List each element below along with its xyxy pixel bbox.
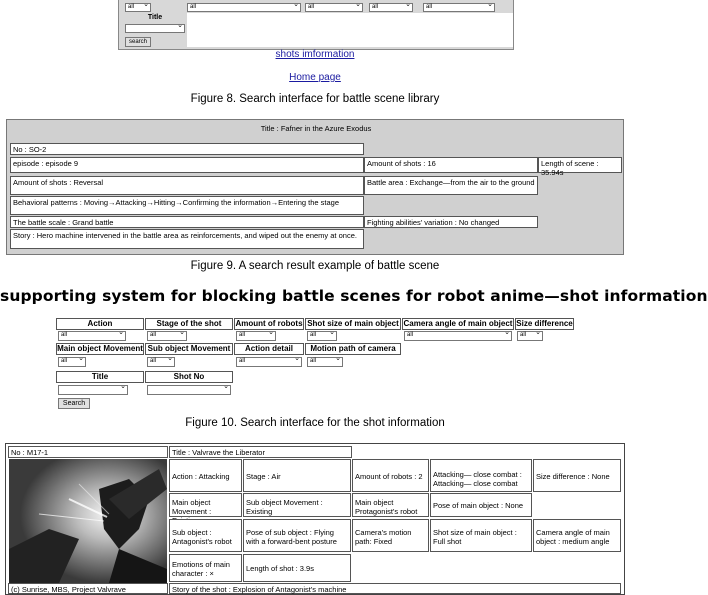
fig9-battle-area: Battle area : Exchange—from the air to the ground (364, 176, 538, 195)
fig10-header-stage: Stage of the shot (145, 318, 233, 330)
fig11-story-of-shot: Story of the shot : Explosion of Antagonist's machine (169, 583, 621, 594)
fig11-size-difference: Size difference : None (533, 459, 621, 492)
fig11-sub-object: Sub object : Antagonist's robot (169, 519, 242, 552)
fig10-select-main-move[interactable]: all ⌄ (58, 357, 86, 367)
fig10-header-camera-angle: Camera angle of main object (403, 319, 513, 328)
fig11-main-object-movement: Main object Movement : (169, 493, 242, 517)
fig9-episode: episode : episode 9 (10, 157, 364, 173)
fig9-no: No : SO-2 (10, 143, 364, 155)
fig10-search-button[interactable]: Search (58, 398, 90, 409)
fig8-title-input[interactable] (125, 24, 185, 33)
fig11-attacking-detail: Attacking— close combat : Attacking— close combat (430, 459, 532, 492)
fig11-length-of-shot: Length of shot : 3.9s (243, 554, 351, 582)
fig11-title: Title : Valvrave the Liberator (169, 446, 352, 458)
fig9-amount-shots-16: Amount of shots : 16 (364, 157, 538, 173)
fig8-title-label: Title (147, 14, 163, 21)
fig9-fighting-abilities: Fighting abilities' variation : No changed (364, 216, 538, 228)
fig8-select-3[interactable]: all ⌄ (305, 3, 363, 12)
robot-battle-illustration (9, 459, 167, 583)
fig10-select-camera-angle[interactable]: all ⌄ (404, 331, 512, 341)
fig11-stage: Stage : Air (243, 459, 351, 492)
fig9-battle-scale: The battle scale : Grand battle (10, 216, 364, 228)
fig11-sub-object-movement: Sub object Movement : Existing (243, 493, 351, 517)
fig10-shot-search-interface (56, 316, 574, 412)
fig10-select-amount[interactable]: all ⌄ (236, 331, 276, 341)
fig11-action: Action : Attacking (169, 459, 242, 492)
fig10-header-detail: Action detail (234, 343, 304, 355)
fig8-select-5[interactable]: all ⌄ (423, 3, 495, 12)
shots-information-link[interactable]: shots imformation (275, 49, 355, 60)
figure8-caption: Figure 8. Search interface for battle scene library (190, 93, 440, 105)
fig10-header-main-move: Main object Movement (57, 344, 143, 353)
fig8-select-1[interactable]: all ⌄ (125, 3, 151, 12)
fig8-select-4[interactable]: all ⌄ (369, 3, 413, 12)
fig11-camera-motion-path: Camera's motion path: Fixed (352, 519, 429, 552)
fig11-shot-size: Shot size of main object : Full shot (430, 519, 532, 552)
fig10-header-size-diff: Size difference (516, 319, 573, 328)
fig10-header-amount: Amount of robots (235, 319, 303, 328)
fig10-system-heading: supporting system for blocking battle scenes for robot anime—shot information (0, 287, 708, 305)
fig9-story: Story : Hero machine intervened in the battle area as reinforcements, and wiped out the enemy at once. (10, 229, 364, 249)
fig10-header-motion: Motion path of camera (305, 343, 401, 355)
fig10-header-shot-no: Shot No (145, 371, 233, 383)
fig9-amount-shots-reversal: Amount of shots : Reversal (10, 176, 364, 195)
fig11-pose-sub-object: Pose of sub object : Flying with a forward-bent posture (243, 519, 351, 552)
fig11-emotions: Emotions of main character : × (169, 554, 242, 582)
fig10-select-size-diff[interactable]: all ⌄ (517, 331, 543, 341)
fig8-search-button[interactable]: search (125, 37, 151, 47)
fig11-pose-main-object: Pose of main object : None (430, 493, 532, 517)
fig8-empty-area (187, 13, 513, 47)
fig11-camera-angle: Camera angle of main object : medium angle (533, 519, 621, 552)
fig10-shot-no-input[interactable] (147, 385, 231, 395)
fig10-select-detail[interactable]: all ⌄ (236, 357, 302, 367)
fig10-title-input[interactable] (58, 385, 128, 395)
fig11-amount-robots: Amount of robots : 2 (352, 459, 429, 492)
fig10-header-shot-size: Shot size of main object (305, 318, 401, 330)
figure10-caption: Figure 10. Search interface for the shot information (185, 417, 445, 429)
fig9-search-result (6, 119, 624, 255)
fig11-anime-still-image (9, 459, 167, 583)
fig10-select-shot-size[interactable]: all ⌄ (307, 331, 337, 341)
fig9-length-scene: Length of scene : 35.94s (538, 157, 622, 173)
fig11-no: No : M17-1 (8, 446, 168, 458)
fig10-header-sub-move: Sub object Movement (145, 343, 233, 355)
home-page-link[interactable]: Home page (289, 72, 341, 83)
fig10-select-action[interactable]: all ⌄ (58, 331, 126, 341)
fig8-select-2[interactable]: all ⌄ (187, 3, 301, 12)
fig10-select-stage[interactable]: all ⌄ (147, 331, 187, 341)
fig10-header-action: Action (56, 318, 144, 330)
fig11-main-object: Main object Protagonist's robot (352, 493, 429, 517)
fig8-screenshot (118, 0, 514, 50)
fig11-copyright: (c) Sunrise, MBS, Project Valvrave (8, 583, 168, 594)
figure9-caption: Figure 9. A search result example of battle scene (190, 260, 440, 272)
fig9-behavioral-patterns: Behavioral patterns : Moving→Attacking→Hitting→Confirming the information→Entering the stage (10, 196, 364, 215)
fig9-title: Title : Fafner in the Azure Exodus (260, 124, 372, 133)
fig10-select-motion[interactable]: all ⌄ (307, 357, 343, 367)
fig10-header-title: Title (56, 371, 144, 383)
fig11-shot-result (5, 443, 625, 595)
fig10-select-sub-move[interactable]: all ⌄ (147, 357, 175, 367)
